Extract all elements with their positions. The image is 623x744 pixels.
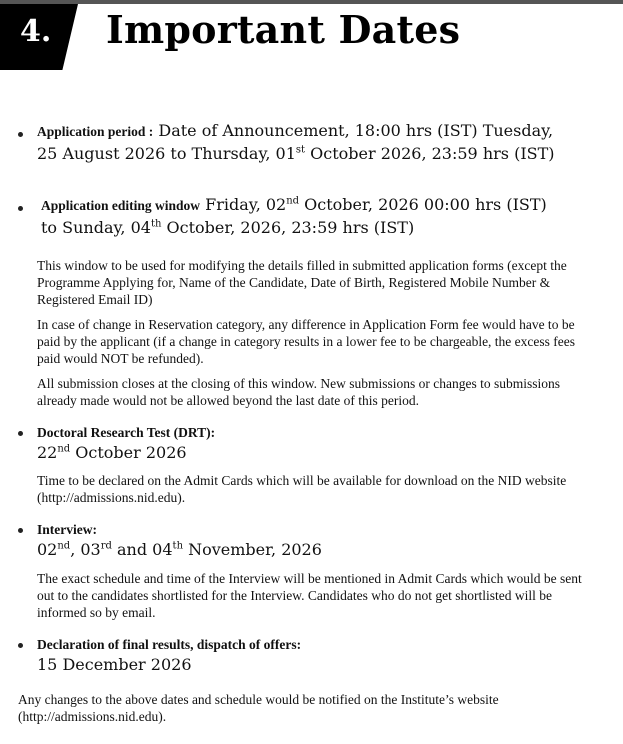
interview-value-part: , 03 [70, 540, 101, 559]
interview-value [37, 539, 608, 561]
editing-window-paragraph-2: In case of change in Reservation category, any difference in Application Form fee would have to be paid by the applicant (if a change in category results in a lower fee to be chargeable, the excess fees paid would NOT be refunded). [37, 317, 576, 366]
bullet-icon [18, 528, 23, 533]
drt-paragraph: Time to be declared on the Admit Cards which will be available for download on the NID website (http://admissions.nid.edu). [37, 473, 567, 505]
editing-window-paragraph-3: All submission closes at the closing of this window. New submissions or changes to submissions already made would not be allowed beyond the last date of this period. [37, 376, 560, 408]
ordinal-suffix: rd [100, 540, 112, 552]
bullet-icon [18, 643, 23, 648]
item-application-editing-window [18, 194, 608, 239]
ordinal-suffix: th [150, 218, 162, 230]
editing-window-value-line1-end: October, 2026 00:00 hrs (IST) [299, 195, 547, 214]
item-application-period [18, 120, 608, 165]
ordinal-suffix: nd [57, 443, 71, 455]
application-period-line2 [37, 143, 608, 165]
editing-window-paragraph-1: This window to be used for modifying the details filled in submitted application forms (except the Programme Applying for, Name of the Candidate, Date of Birth, Registered Mobile Number & Registered Email ID) [37, 258, 567, 307]
drt-value-day: 22 [37, 443, 58, 462]
editing-window-label: Application editing window [41, 198, 201, 213]
section-title: Important Dates [106, 7, 461, 52]
ordinal-suffix: nd [286, 195, 300, 207]
interview-value-part: November, 2026 [183, 540, 322, 559]
bullet-icon [18, 206, 23, 211]
editing-window-line2 [41, 217, 608, 239]
drt-value-month-year: October 2026 [70, 443, 187, 462]
item-doctoral-research-test [18, 424, 608, 464]
final-results-value: 15 December 2026 [37, 655, 192, 674]
application-period-line1 [37, 120, 608, 143]
editing-window-value-line1-start: Friday, 02 [205, 195, 287, 214]
drt-label: Doctoral Research Test (DRT): [37, 425, 216, 440]
editing-window-value-line2-start: to Sunday, 04 [41, 218, 151, 237]
bullet-icon [18, 132, 23, 137]
drt-value [37, 442, 608, 464]
application-period-value-line2-start: 25 August 2026 to Thursday, 01 [37, 144, 296, 163]
ordinal-suffix: nd [57, 540, 71, 552]
item-interview [18, 521, 608, 561]
ordinal-suffix: st [295, 144, 306, 156]
editing-window-value-line2-end: October, 2026, 23:59 hrs (IST) [161, 218, 415, 237]
interview-value-part: and 04 [111, 540, 173, 559]
application-period-value-line1: Date of Announcement, 18:00 hrs (IST) Tuesday, [158, 121, 554, 140]
interview-value-part: 02 [37, 540, 58, 559]
interview-label: Interview: [37, 522, 97, 537]
ordinal-suffix: th [172, 540, 184, 552]
bullet-icon [18, 431, 23, 436]
item-final-results [18, 636, 608, 676]
section-number: 4. [20, 14, 52, 49]
final-results-label: Declaration of final results, dispatch of offers: [37, 637, 302, 652]
interview-paragraph: The exact schedule and time of the Interview will be mentioned in Admit Cards which would be sent out to the candidates shortlisted for the Interview. Candidates who do not get shortlisted will be informed so by email. [37, 571, 582, 620]
editing-window-line1 [41, 194, 608, 217]
application-period-label: Application period : [37, 124, 154, 139]
application-period-value-line2-end: October 2026, 23:59 hrs (IST) [305, 144, 555, 163]
footer-note: Any changes to the above dates and schedule would be notified on the Institute’s website (http://admissions.nid.edu). [18, 692, 499, 724]
top-rule [0, 0, 623, 4]
